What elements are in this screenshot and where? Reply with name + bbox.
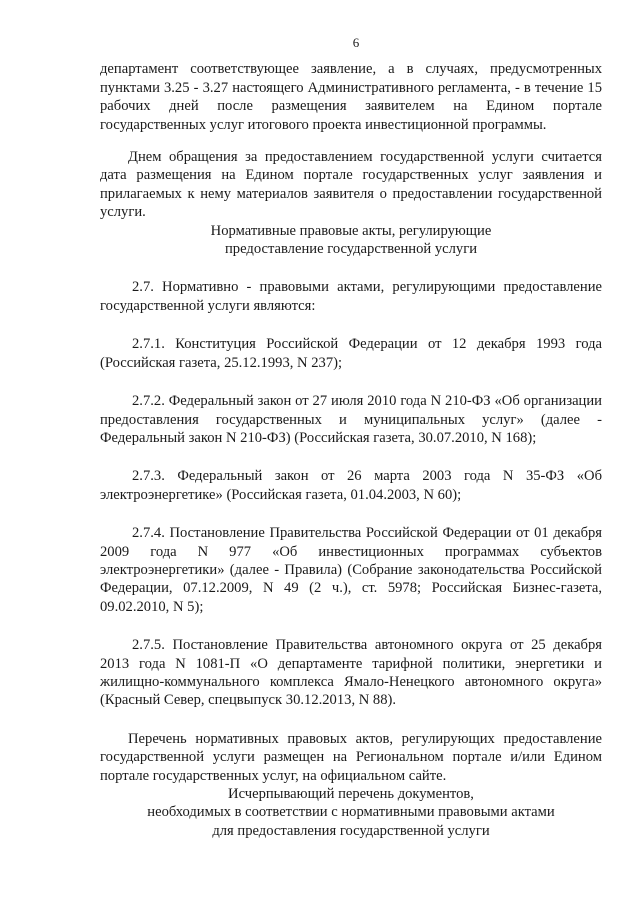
heading-line: необходимых в соответствии с нормативными правовыми актами xyxy=(147,804,555,821)
page-number: 6 xyxy=(352,35,360,50)
paragraph-2-7-4: 2.7.4. Постановление Правительства Российской Федерации от 01 декабря 2009 года N 977 «Об инвестиционных программах субъектов электроэнергетики» (далее - Правила) (Собрание законодательства Российской Федерации, 07.12.2009, N 49 (2 ч.), ст. 5978; Российская Бизнес-газета, 09.02.2010, N 5); xyxy=(100,525,602,615)
heading-line: предоставление государственной услуги xyxy=(225,241,477,258)
paragraph-2-7-3: 2.7.3. Федеральный закон от 26 марта 2003 года N 35-ФЗ «Об электроэнергетике» (Российская газета, 01.04.2003, N 60); xyxy=(100,468,602,503)
section-heading-normative-acts xyxy=(100,222,602,259)
heading-line: Нормативные правовые акты, регулирующие xyxy=(210,222,492,239)
heading-line: для предоставления государственной услуги xyxy=(212,822,490,839)
section-heading-documents-list xyxy=(100,785,602,840)
paragraph-continuation: департамент соответствующее заявление, а в случаях, предусмотренных пунктами 3.25 - 3.27 настоящего Административного регламента, - в течение 15 рабочих дней после размещения заявителем на Едином портале государственных услуг итогового проекта инвестиционной программы. xyxy=(100,61,602,133)
paragraph-2-7-1: 2.7.1. Конституция Российской Федерации от 12 декабря 1993 года (Российская газета, 25.12.1993, N 237); xyxy=(100,336,602,371)
paragraph-2-7-2: 2.7.2. Федеральный закон от 27 июля 2010 года N 210-ФЗ «Об организации предоставления государственных и муниципальных услуг» (далее - Федеральный закон N 210-ФЗ) (Российская газета, 30.07.2010, N 168); xyxy=(100,393,602,446)
paragraph-application-date: Днем обращения за предоставлением государственной услуги считается дата размещения на Едином портале государственных услуг заявления и прилагаемых к нему материалов заявителя о предоставлении государственной услуги. xyxy=(100,149,602,221)
paragraph-2-7: 2.7. Нормативно - правовыми актами, регулирующими предоставление государственной услуги являются: xyxy=(100,279,602,314)
paragraph-acts-list-publication: Перечень нормативных правовых актов, регулирующих предоставление государственной услуги размещен на Региональном портале и/или Едином портале государственных услуг, на официальном сайте. xyxy=(100,730,602,784)
paragraph-2-7-5: 2.7.5. Постановление Правительства автономного округа от 25 декабря 2013 года N 1081-П «О департаменте тарифной политики, энергетики и жилищно-коммунального комплекса Ямало-Ненецкого автономного округа» (Красный Север, спецвыпуск 30.12.2013, N 88). xyxy=(100,637,602,709)
heading-line: Исчерпывающий перечень документов, xyxy=(228,786,474,802)
